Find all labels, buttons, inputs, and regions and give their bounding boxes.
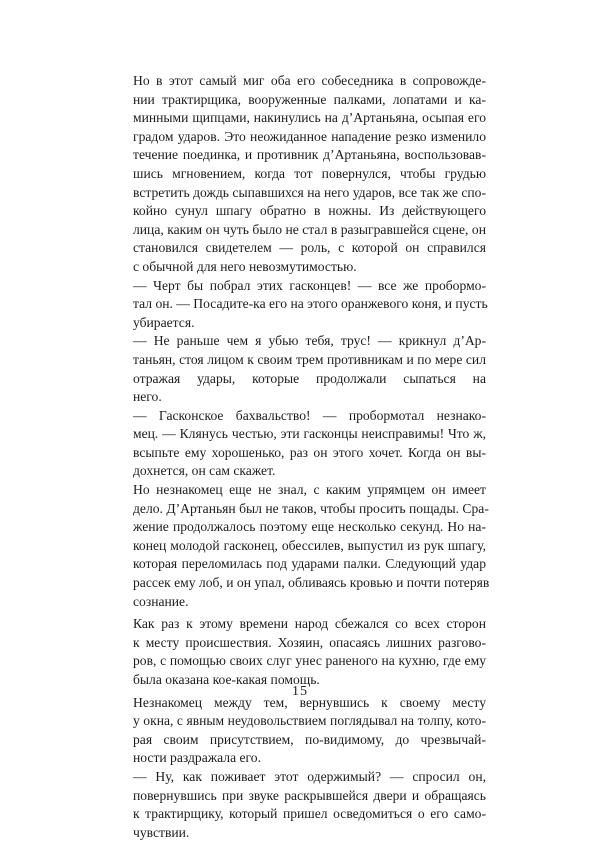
- text-line: — Черт бы побрал этих гасконцев! — все же пробормо-: [133, 277, 486, 293]
- text-line: которая переломилась под ударами палки. Следующий удар: [133, 556, 486, 572]
- paragraph: [116, 615, 486, 689]
- paragraph: [116, 694, 486, 768]
- text-line: отражая удары, которые продолжали сыпаться на: [133, 370, 486, 386]
- paragraph: [116, 481, 490, 611]
- paragraph: [116, 277, 486, 333]
- text-line: жение продолжалось поэтому еще несколько секунд. Но на-: [133, 519, 486, 535]
- text-line: к трактирщику, который пришел осведомиться о его само-: [133, 806, 486, 822]
- text-line: убирается.: [133, 314, 195, 330]
- text-line: с обычной для него невозмутимостью.: [133, 258, 357, 274]
- paragraph: [116, 72, 486, 277]
- text-line: ров, с помощью своих слуг унес раненого на кухню, где ему: [133, 653, 486, 669]
- text-line: сознание.: [133, 593, 189, 609]
- text-line: дело. Д’Артаньян был не таков, чтобы просить пощады. Сра-: [133, 500, 489, 516]
- text-line: становился свидетелем — роль, с которой он справился: [133, 240, 486, 256]
- text-line: койно сунул шпагу обратно в ножны. Из действующего: [133, 203, 486, 219]
- text-line: него.: [133, 389, 162, 405]
- text-line: нии трактирщика, вооруженные палками, лопатами и ка-: [133, 91, 486, 107]
- text-line: мец. — Клянусь честью, эти гасконцы неисправимы! Что ж,: [133, 426, 486, 442]
- text-line: рая своим присутствием, по-видимому, до чрезвычай-: [133, 731, 486, 747]
- text-line: течение поединка, и противник д’Артаньяна, воспользовав-: [133, 147, 486, 163]
- text-line: таньян, стоя лицом к своим трем противникам и по мере сил: [133, 351, 486, 367]
- page-body: [116, 72, 490, 842]
- text-line: конец молодой гасконец, обессилев, выпустил из рук шпагу,: [133, 537, 486, 553]
- paragraph: [116, 332, 486, 406]
- text-line: лица, каким он чуть было не стал в разыгравшейся сцене, он: [133, 221, 486, 237]
- text-line: — Не раньше чем я убью тебя, трус! — крикнул д’Ар-: [133, 333, 486, 349]
- text-line: рассек ему лоб, и он упал, обливаясь кровью и почти потеряв: [133, 575, 490, 591]
- text-line: градом ударов. Это неожиданное нападение резко изменило: [133, 128, 486, 144]
- text-line: у окна, с явным неудовольствием поглядывал на толпу, кото-: [133, 713, 486, 729]
- text-line: минными щипцами, накинулись на д’Артаньяна, осыпая его: [133, 110, 486, 126]
- text-line: шись мгновением, когда тот повернулся, чтобы грудью: [133, 165, 486, 181]
- text-line: встретить дождь сыпавшихся на него ударов, все так же спо-: [133, 184, 486, 200]
- text-line: — Гасконское бахвальство! — пробормотал незнако-: [133, 407, 486, 423]
- text-line: ности раздражала его.: [133, 750, 261, 766]
- paragraph: [116, 768, 486, 842]
- text-line: к месту происшествия. Хозяин, опасаясь лишних разгово-: [133, 634, 486, 650]
- text-line: повернувшись при звуке раскрывшейся двери и обращаясь: [133, 787, 486, 803]
- text-line: Но незнакомец еще не знал, с каким упрямцем он имеет: [133, 482, 486, 498]
- text-line: Незнакомец между тем, вернувшись к своему месту: [133, 694, 486, 710]
- text-line: чувствии.: [133, 824, 190, 840]
- text-line: дохнется, он сам скажет.: [133, 463, 276, 479]
- text-line: была оказана кое-какая помощь.: [133, 672, 320, 687]
- text-line: — Ну, как поживает этот одержимый? — спросил он,: [133, 768, 486, 784]
- paragraph: [116, 407, 486, 481]
- text-line: всыпьте ему хорошенько, раз он этого хочет. Когда он вы-: [133, 444, 486, 460]
- text-line: Но в этот самый миг оба его собеседника в сопровожде-: [133, 73, 486, 88]
- text-line: Как раз к этому времени народ сбежался со всех сторон: [133, 616, 486, 632]
- page-number: 15: [292, 684, 308, 699]
- text-line: тал он. — Посадите-ка его на этого оранжевого коня, и пусть: [133, 296, 488, 312]
